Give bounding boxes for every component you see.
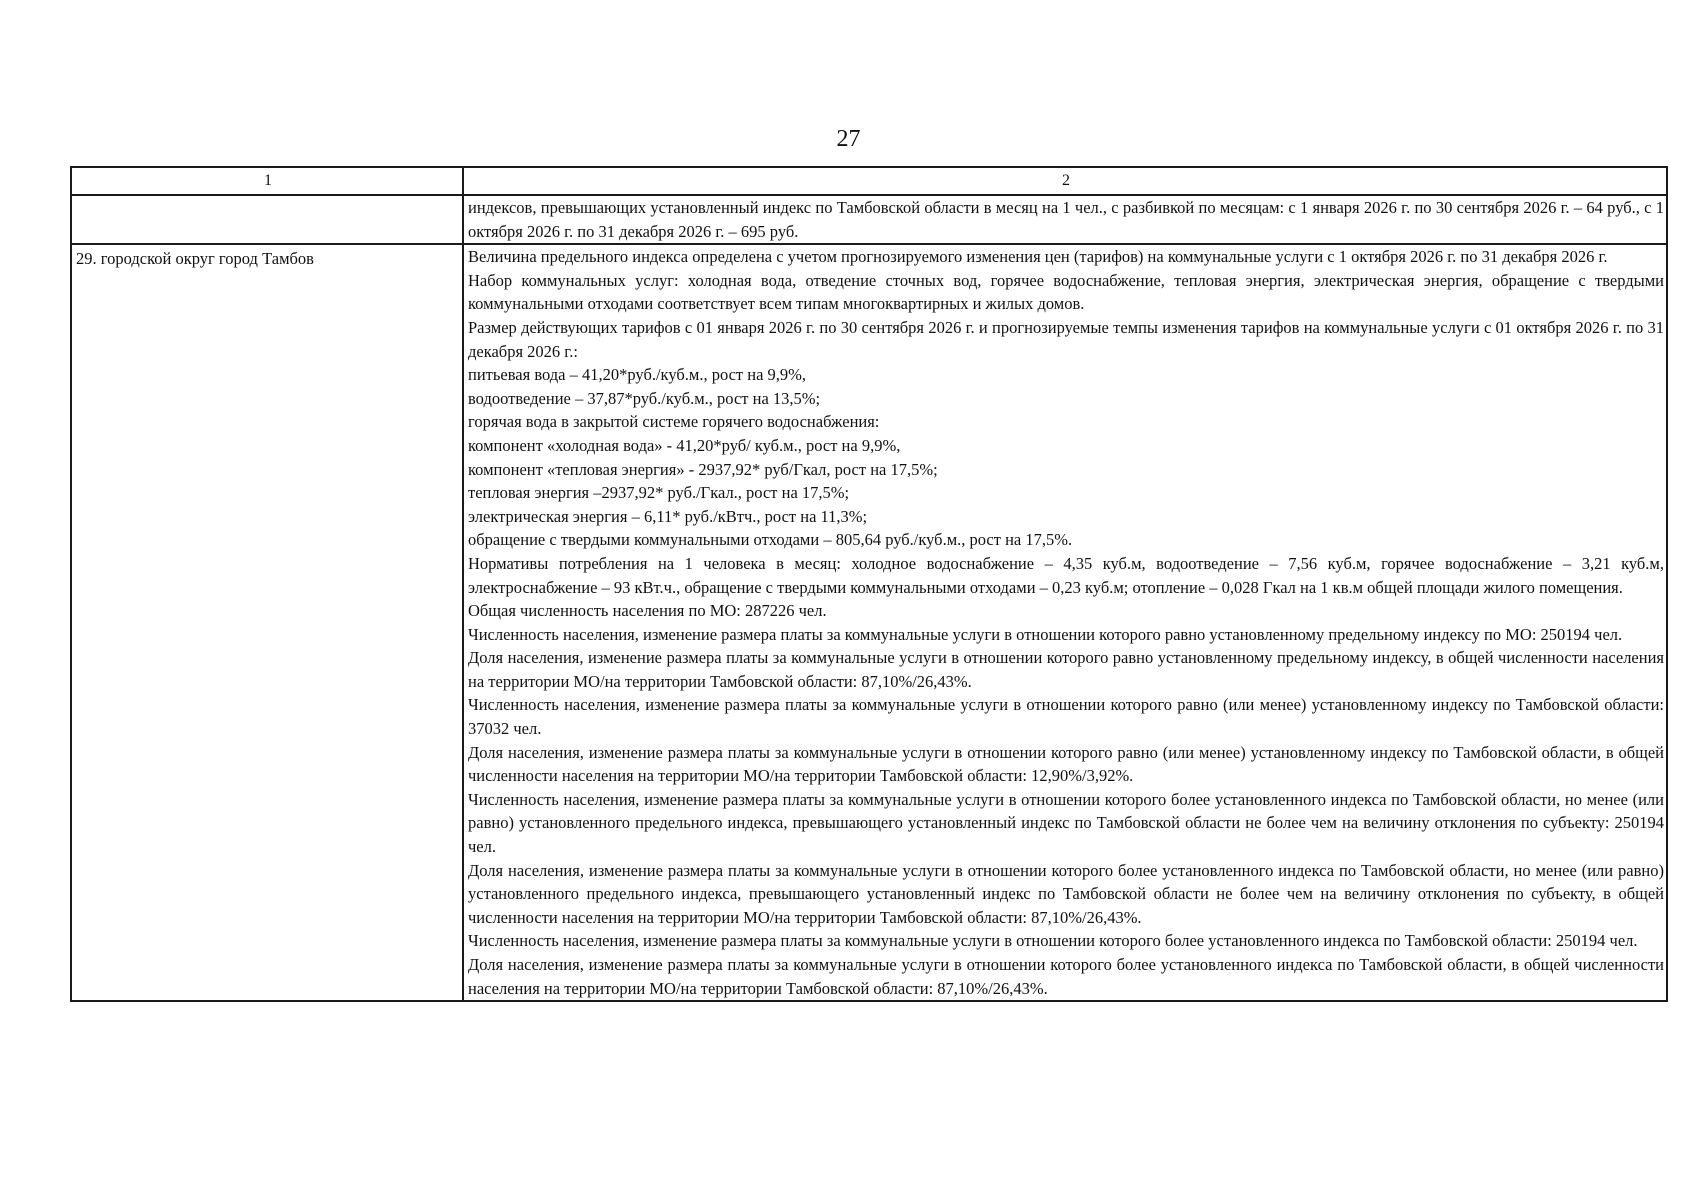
column-header-1: 1: [71, 167, 463, 195]
description-paragraph: Численность населения, изменение размера платы за коммунальные услуги в отношении которого более установленного индекса по Тамбовской области: 250194 чел.: [468, 931, 1638, 951]
description-paragraph: Размер действующих тарифов с 01 января 2026 г. по 30 сентября 2026 г. и прогнозируемые темпы изменения тарифов на коммунальные услуги с 01 октября 2026 г. по 31 декабря 2026 г.:: [468, 317, 1664, 361]
description-paragraph: Величина предельного индекса определена с учетом прогнозируемого изменения цен (тарифов) на коммунальные услуги с 1 октября 2026 г. по 31 декабря 2026 г.: [468, 247, 1608, 267]
municipality-cell: [71, 244, 463, 1001]
description-paragraph: Набор коммунальных услуг: холодная вода, отведение сточных вод, горячее водоснабжение, тепловая энергия, электрическая энергия, обращение с твердыми коммунальными отходами соответствует всем типам многоквартирных и жилых домов.: [468, 270, 1664, 314]
tariff-line: компонент «тепловая энергия» - 2937,92* руб/Гкал, рост на 17,5%;: [468, 459, 938, 479]
description-paragraph: Доля населения, изменение размера платы за коммунальные услуги в отношении которого равно установленному предельному индексу, в общей численности населения на территории МО/на территории Тамбовской области: 87,10%/26,43%.: [468, 648, 1664, 691]
tariff-index-table: [70, 166, 1668, 1002]
tariff-line: горячая вода в закрытой системе горячего водоснабжения:: [468, 412, 880, 432]
table-header-row: [71, 167, 1667, 195]
continuation-description-cell: [463, 195, 1667, 244]
municipality-name: 29. городской округ город Тамбов: [76, 249, 314, 269]
tariff-line: тепловая энергия –2937,92* руб./Гкал., рост на 17,5%;: [468, 483, 850, 503]
tariff-line: обращение с твердыми коммунальными отходами – 805,64 руб./куб.м., рост на 17,5%.: [468, 530, 1073, 550]
table-row-29: [71, 244, 1667, 1001]
description-paragraph: Доля населения, изменение размера платы за коммунальные услуги в отношении которого более установленного индекса по Тамбовской области, но менее (или равно) установленного предельного индекса, превышающего установленный индекс по Тамбовской области не более чем на величину отклонения по субъекту, в общей численности населения на территории МО/на территории Тамбовской области: 87,10%/26,43%.: [468, 860, 1664, 927]
description-paragraph: Численность населения, изменение размера платы за коммунальные услуги в отношении которого равно (или менее) установленному индексу по Тамбовской области: 37032 чел.: [468, 695, 1664, 739]
description-paragraph: Доля населения, изменение размера платы за коммунальные услуги в отношении которого более установленного индекса по Тамбовской области, в общей численности населения на территории МО/на территории Тамбовской области: 87,10%/26,43%.: [468, 955, 1664, 998]
tariff-line: питьевая вода – 41,20*руб./куб.м., рост на 9,9%,: [468, 365, 807, 385]
tariff-line: компонент «холодная вода» - 41,20*руб/ куб.м., рост на 9,9%,: [468, 435, 901, 455]
description-paragraph: Численность населения, изменение размера платы за коммунальные услуги в отношении которого равно установленному предельному индексу по МО: 250194 чел.: [468, 624, 1623, 644]
description-paragraph: Численность населения, изменение размера платы за коммунальные услуги в отношении которого более установленного индекса по Тамбовской области, но менее (или равно) установленного предельного индекса, превышающего установленный индекс по Тамбовской области не более чем на величину отклонения по субъекту: 250194 чел.: [468, 789, 1664, 857]
page-number: 27: [836, 126, 861, 152]
tariff-line: водоотведение – 37,87*руб./куб.м., рост на 13,5%;: [468, 388, 821, 408]
description-paragraph: Общая численность населения по МО: 287226 чел.: [468, 601, 827, 621]
description-paragraph: Нормативы потребления на 1 человека в месяц: холодное водоснабжение – 4,35 куб.м, водоотведение – 7,56 куб.м, горячее водоснабжение – 3,21 куб.м, электроснабжение – 93 кВт.ч., обращение с твердыми коммунальными отходами – 0,23 куб.м; отопление – 0,028 Гкал на 1 кв.м общей площади жилого помещения.: [468, 553, 1664, 597]
description-cell: [463, 244, 1667, 1001]
table-row-continuation: [71, 195, 1667, 244]
tariff-line: электрическая энергия – 6,11* руб./кВтч., рост на 11,3%;: [468, 506, 868, 526]
description-paragraph: Доля населения, изменение размера платы за коммунальные услуги в отношении которого равно (или менее) установленному индексу по Тамбовской области, в общей численности населения на территории МО/на территории Тамбовской области: 12,90%/3,92%.: [468, 742, 1664, 786]
continuation-paragraph: индексов, превышающих установленный индекс по Тамбовской области в месяц на 1 чел., с разбивкой по месяцам: с 1 января 2026 г. по 30 сентября 2026 г. – 64 руб., с 1 октября 2026 г. по 31 декабря 2026 г. – 695 руб.: [468, 198, 1664, 241]
column-header-2: 2: [463, 167, 1667, 195]
continuation-municipality-cell: [71, 195, 463, 244]
